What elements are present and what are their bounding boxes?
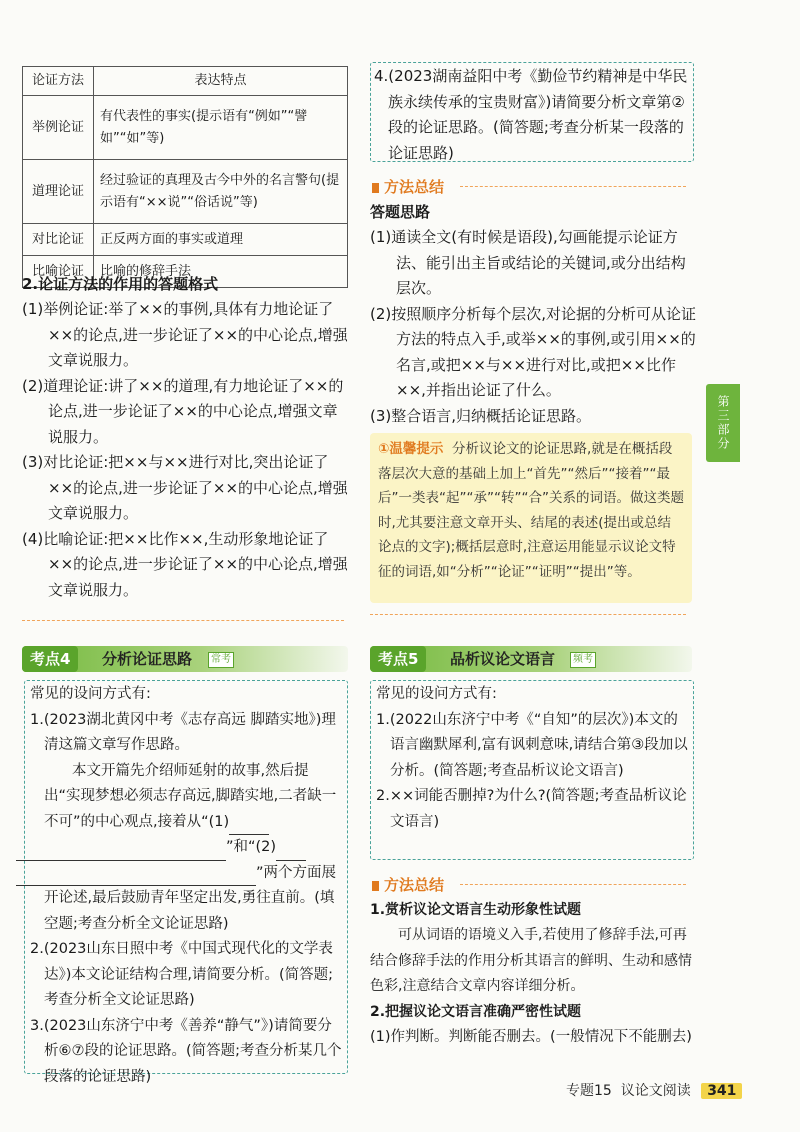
footer-topic: 专题15: [566, 1083, 612, 1099]
kp4-q1: 1.(2023湖北黄冈中考《志存高远 脚踏实地》)理清这篇文章写作思路。: [30, 711, 336, 753]
kp4-q1-text3: ”两个方面展开论述,最后鼓励青年坚定出发,勇往直前。(填空题;考查分析全文论证思路): [44, 864, 337, 932]
blank-1[interactable]: [229, 816, 269, 835]
section-divider: [370, 614, 686, 615]
method-summary-label: [372, 176, 444, 198]
answer-title: 答题思路: [370, 203, 431, 221]
tip-label: ①温馨提示: [378, 441, 444, 457]
answer-step: (2)按照顺序分析每个层次,对论据的分析可从论证方法的特点入手,或举××的事例,或引用××的名言,或把××与××进行对比,或把××比作××,并指出论证了什么。: [370, 304, 697, 399]
table-row: [23, 160, 348, 224]
method-summary-label: [372, 874, 444, 896]
kp4-q2: 2.(2023山东日照中考《中国式现代化的文学表达》)本文论证结构合理,请简要分析。(简答题;考查分析全文论证思路): [30, 941, 334, 1008]
answer-step: (1)通读全文(有时候是语段),勾画能提示论证方法、能引出主旨或结论的关键词,或分出结构层次。: [370, 228, 686, 297]
kp5-s1-title: 1.赏析议论文语言生动形象性试题: [370, 902, 582, 918]
format-item: (3)对比论证:把××与××进行对比,突出论证了××的论点,进一步论证了××的中心论点,增强文章说服力。: [22, 453, 348, 522]
kp4-title: 分析论证思路: [102, 650, 193, 668]
table-header-cell: 表达特点: [94, 67, 348, 96]
table-header-cell: 论证方法: [23, 67, 94, 96]
table-cell-desc: 正反两方面的事实或道理: [94, 224, 348, 256]
section-title: 2.论证方法的作用的答题格式: [22, 275, 219, 293]
table-header-row: [23, 67, 348, 96]
kp4-intro: 常见的设问方式有:: [30, 686, 151, 702]
table-cell-desc: 有代表性的事实(提示语有“例如”“譬如”“如”等): [94, 96, 348, 160]
section-divider: [22, 620, 344, 621]
format-item: (2)道理论证:讲了××的道理,有力地论证了××的论点,进一步论证了××的中心论点,增强文章说服力。: [22, 376, 344, 446]
table-row: [23, 96, 348, 160]
square-icon: [372, 881, 379, 891]
kp4-tag: 考点4: [22, 646, 78, 672]
kp5-title: 品析议论文语言: [450, 650, 556, 668]
table-cell-method: 对比论证: [23, 224, 94, 256]
method-divider: [460, 884, 686, 885]
kp4-questions: [30, 682, 344, 1090]
answer-format-section: [22, 272, 350, 603]
method-label-text: 方法总结: [384, 178, 445, 196]
format-item: (1)举例论证:举了××的事例,具体有力地论证了××的论点,进一步论证了××的中心论点,增强文章说服力。: [22, 300, 348, 369]
kp5-s2-item: (1)作判断。判断能否删去。(一般情况下不能删去): [370, 1028, 692, 1045]
kp4-header: [22, 646, 348, 672]
kp4-badge: 常考: [208, 652, 234, 668]
kp5-q2: 2.××词能否删掉?为什么?(简答题;考查品析议论文语言): [376, 788, 687, 830]
q4: [374, 64, 688, 166]
q4-text: 4.(2023湖南益阳中考《勤俭节约精神是中华民族永续传承的宝贵财富》)请简要分析文章第②段的论证思路。(简答题;考查分析某一段落的论证思路): [374, 67, 688, 162]
blank-1b[interactable]: [16, 842, 226, 861]
kp5-s2-title: 2.把握议论文语言准确严密性试题: [370, 1003, 582, 1020]
footer-name: 议论文阅读: [620, 1083, 691, 1099]
kp4-q3: 3.(2023山东济宁中考《善养“静气”》)请简要分析⑥⑦段的论证思路。(简答题;考查分析某几个段落的论证思路): [30, 1017, 342, 1085]
kp5-badge: 频考: [570, 652, 596, 668]
kp4-q1-text2: ”和“(2): [226, 839, 277, 855]
page-number: 341: [701, 1083, 742, 1099]
methods-table: [22, 66, 348, 288]
kp5-intro: 常见的设问方式有:: [376, 686, 497, 702]
table-cell-desc: 比喻的修辞手法: [94, 256, 348, 288]
part-side-tab: 第三部分: [706, 384, 740, 462]
method-divider: [460, 186, 686, 187]
kp5-tag: 考点5: [370, 646, 426, 672]
kp4-q1-body: [30, 759, 344, 938]
format-item: (4)比喻论证:把××比作××,生动形象地论证了××的论点,进一步论证了××的中心论点,增强文章说服力。: [22, 529, 348, 599]
answer-ideas: [370, 200, 700, 429]
table-cell-method: 比喻论证: [23, 256, 94, 288]
kp5-questions: [376, 682, 690, 835]
kp5-methods: [370, 898, 700, 1050]
tip-box: [370, 433, 692, 603]
table-cell-method: 举例论证: [23, 96, 94, 160]
method-label-text: 方法总结: [384, 876, 445, 894]
kp5-q1: 1.(2022山东济宁中考《“自知”的层次》)本文的语言幽默犀利,富有讽刺意味,请结合第③段加以分析。(简答题;考查品析议论文语言): [376, 711, 688, 779]
square-icon: [372, 183, 379, 193]
blank-2[interactable]: [276, 842, 306, 861]
kp5-header: [370, 646, 692, 672]
page-footer: [566, 1080, 742, 1100]
table-row: [23, 224, 348, 256]
tip-text: 分析议论文的论证思路,就是在概括段落层次大意的基础上加上“首先”“然后”“接着”“最后”一类表“起”“承”“转”“合”关系的词语。做这类题时,尤其要注意文章开头、结尾的表述(提出或总结论点的文字);概括层意时,注意运用能显示议论文特征的词语,如“分析”“论证”“证明”“提出”等。: [378, 441, 684, 580]
kp5-s1-text: 可从词语的语境义入手,若使用了修辞手法,可再结合修辞手法的作用分析其语言的鲜明、生动和感情色彩,注意结合文章内容详细分析。: [370, 927, 692, 994]
blank-2b[interactable]: [16, 867, 256, 886]
table-cell-desc: 经过验证的真理及古今中外的名言警句(提示语有“××说”“俗话说”等): [94, 160, 348, 224]
answer-step: (3)整合语言,归纳概括论证思路。: [370, 406, 592, 425]
kp4-q1-text: 本文开篇先介绍师延射的故事,然后提出“实现梦想必须志存高远,脚踏实地,二者缺一不可”的中心观点,接着从“(1): [44, 762, 337, 830]
tip-content: [370, 433, 692, 588]
table-cell-method: 道理论证: [23, 160, 94, 224]
